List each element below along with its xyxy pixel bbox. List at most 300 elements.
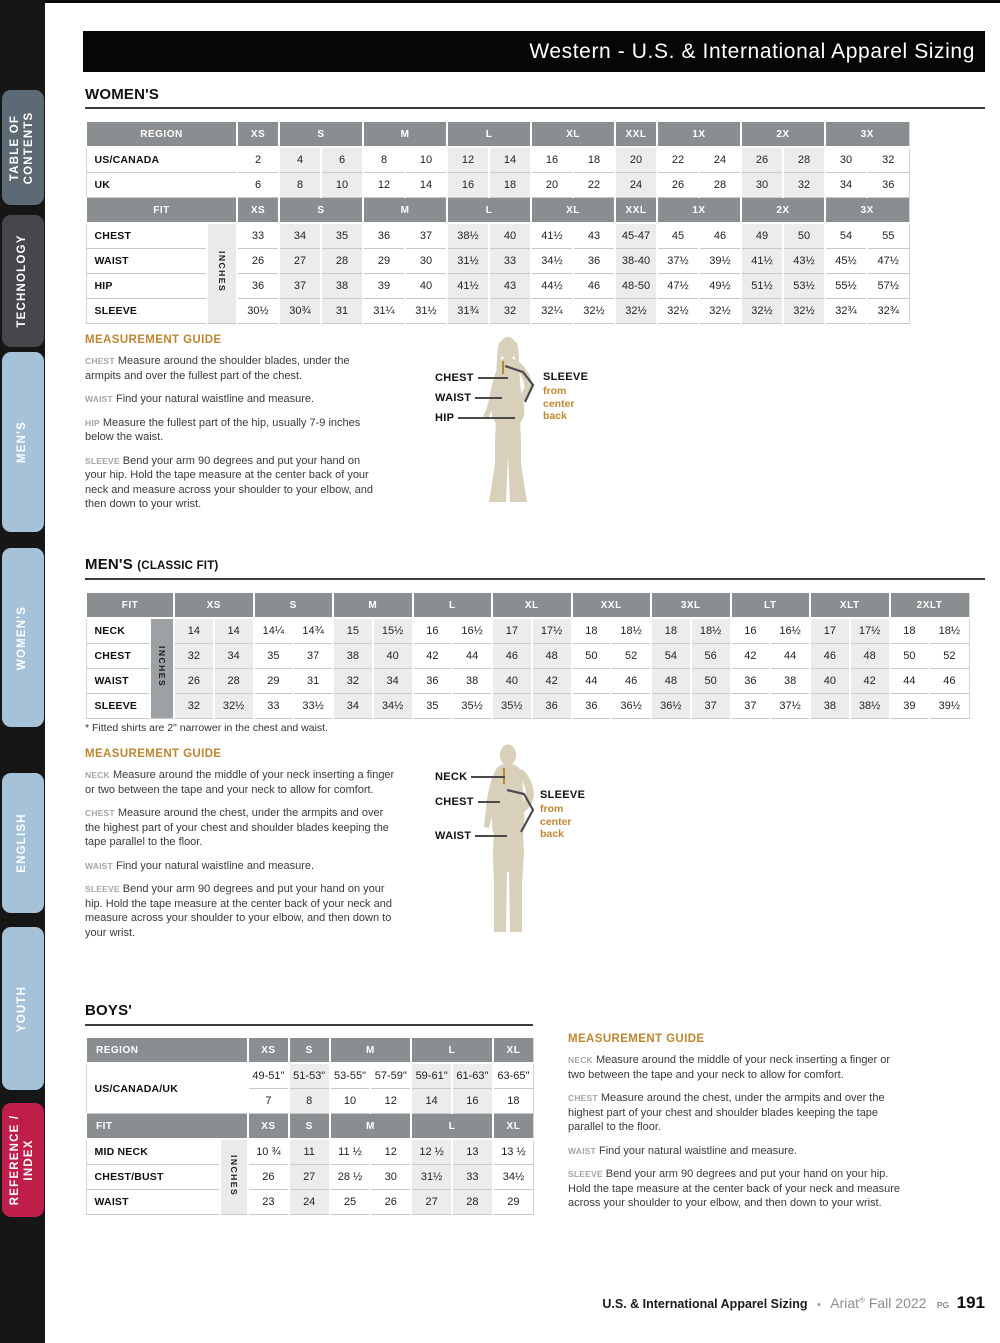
row-label: US/CANADA/UK bbox=[86, 1063, 248, 1114]
size-value: 22 bbox=[657, 147, 699, 173]
size-column-header: XXL bbox=[615, 198, 657, 224]
mens-heading-sub: (CLASSIC FIT) bbox=[137, 560, 219, 572]
size-value: 14 bbox=[214, 618, 254, 644]
size-value: 32½ bbox=[783, 299, 825, 324]
size-value: 4 bbox=[279, 147, 321, 173]
size-value: 37 bbox=[279, 274, 321, 299]
guide-item: HIP Measure the fullest part of the hip, usually 7-9 inches below the waist. bbox=[85, 416, 361, 444]
guide-term: CHEST bbox=[85, 808, 115, 819]
boys-heading-text: BOYS' bbox=[85, 1002, 133, 1019]
size-value: 36 bbox=[573, 249, 615, 274]
size-value: 30½ bbox=[237, 299, 279, 324]
size-column-header: L bbox=[413, 593, 493, 618]
size-value: 39½ bbox=[699, 249, 741, 274]
size-value: 16 bbox=[413, 618, 453, 644]
size-value: 48 bbox=[850, 644, 890, 669]
size-value: 26 bbox=[248, 1165, 289, 1190]
size-value: 28 bbox=[321, 249, 363, 274]
size-value: 14 bbox=[405, 173, 447, 198]
size-value: 31½ bbox=[405, 299, 447, 324]
size-value: 50 bbox=[783, 223, 825, 249]
size-column-header: XL bbox=[493, 1038, 534, 1063]
size-value: 6 bbox=[237, 173, 279, 198]
size-value: 41½ bbox=[531, 223, 573, 249]
guide-item: SLEEVE Bend your arm 90 degrees and put your hand on your hip. Hold the tape measure at the center back of your neck and measure across your shoulder to your elbow, and then down to your wrist. bbox=[85, 883, 392, 939]
row-label: SLEEVE bbox=[86, 299, 207, 324]
size-value: 32½ bbox=[657, 299, 699, 324]
row-label: HIP bbox=[86, 274, 207, 299]
size-value: 44 bbox=[572, 669, 612, 694]
footer-doc-title: U.S. & International Apparel Sizing bbox=[602, 1297, 808, 1311]
size-value: 50 bbox=[890, 644, 930, 669]
size-value: 39 bbox=[890, 694, 930, 719]
size-value: 32½ bbox=[573, 299, 615, 324]
size-value: 37 bbox=[293, 644, 333, 669]
size-value: 31½ bbox=[411, 1165, 452, 1190]
sleeve-note: from center back bbox=[543, 385, 575, 423]
size-value: 44 bbox=[770, 644, 810, 669]
sidebar-tab-womens[interactable] bbox=[2, 548, 44, 727]
sidebar-tab-technology[interactable] bbox=[2, 215, 44, 347]
size-value: 39½ bbox=[929, 694, 969, 719]
boys-sizing-table bbox=[85, 1038, 534, 1215]
size-value: 26 bbox=[237, 249, 279, 274]
brand-name: Ariat bbox=[830, 1295, 860, 1311]
size-value: 48 bbox=[651, 669, 691, 694]
pointer-line bbox=[458, 417, 515, 419]
size-value: 51-53" bbox=[289, 1063, 330, 1089]
size-column-header: L bbox=[447, 122, 531, 147]
fitted-shirts-footnote: * Fitted shirts are 2" narrower in the chest and waist. bbox=[85, 722, 329, 734]
size-value: 46 bbox=[611, 669, 651, 694]
size-column-header: 3XL bbox=[651, 593, 731, 618]
size-value: 22 bbox=[573, 173, 615, 198]
size-value: 40 bbox=[489, 223, 531, 249]
size-value: 18 bbox=[572, 618, 612, 644]
row-label: WAIST bbox=[86, 1190, 220, 1215]
footer-pg-label: PG bbox=[936, 1300, 950, 1310]
size-value: 38-40 bbox=[615, 249, 657, 274]
figure-label-neck: NECK bbox=[435, 771, 468, 783]
size-value: 52 bbox=[611, 644, 651, 669]
size-value: 38 bbox=[770, 669, 810, 694]
size-value: 38½ bbox=[447, 223, 489, 249]
guide-term: WAIST bbox=[85, 860, 113, 871]
size-value: 27 bbox=[279, 249, 321, 274]
size-value: 20 bbox=[615, 147, 657, 173]
size-value: 44 bbox=[890, 669, 930, 694]
size-value: 33 bbox=[452, 1165, 493, 1190]
size-value: 32½ bbox=[699, 299, 741, 324]
guide-term: SLEEVE bbox=[568, 1169, 603, 1180]
size-value: 20 bbox=[531, 173, 573, 198]
size-value: 16½ bbox=[452, 618, 492, 644]
sidebar bbox=[0, 0, 45, 1343]
footer-season: Fall 2022 bbox=[868, 1295, 927, 1311]
size-column-header: 2X bbox=[741, 122, 825, 147]
size-value: 30 bbox=[825, 147, 867, 173]
size-value: 35 bbox=[413, 694, 453, 719]
sidebar-tab-label: YOUTH bbox=[16, 985, 29, 1032]
pointer-line bbox=[475, 835, 507, 837]
size-value: 35½ bbox=[492, 694, 532, 719]
size-value: 32¾ bbox=[867, 299, 909, 324]
size-value: 12 bbox=[447, 147, 489, 173]
size-column-header: XS bbox=[248, 1038, 289, 1063]
size-column-header: L bbox=[447, 198, 531, 224]
row-label: MID NECK bbox=[86, 1139, 220, 1165]
size-value: 42 bbox=[413, 644, 453, 669]
size-column-header: 1X bbox=[657, 122, 741, 147]
size-value: 38½ bbox=[850, 694, 890, 719]
sidebar-tab-reference-index[interactable] bbox=[2, 1103, 44, 1217]
table-row bbox=[86, 147, 909, 173]
size-value: 38 bbox=[452, 669, 492, 694]
size-column-header: XS bbox=[248, 1114, 289, 1140]
size-value: 14¼ bbox=[254, 618, 294, 644]
size-value: 32 bbox=[174, 644, 214, 669]
table-row bbox=[86, 669, 969, 694]
figure-label-chest: CHEST bbox=[435, 796, 474, 808]
row-label: WAIST bbox=[86, 249, 207, 274]
size-value: 31¼ bbox=[363, 299, 405, 324]
sidebar-tab-mens[interactable] bbox=[2, 352, 44, 532]
table-row bbox=[86, 173, 909, 198]
figure-label-waist: WAIST bbox=[435, 830, 472, 842]
sleeve-note: from center back bbox=[540, 803, 572, 841]
size-value: 37½ bbox=[770, 694, 810, 719]
guide-item: SLEEVE Bend your arm 90 degrees and put your hand on your hip. Hold the tape measure at the center back of your neck and measure across your shoulder to your elbow, and then down to your wrist. bbox=[568, 1168, 901, 1210]
size-value: 32½ bbox=[615, 299, 657, 324]
size-value: 28 bbox=[452, 1190, 493, 1215]
guide-term: NECK bbox=[568, 1055, 593, 1065]
size-value: 17½ bbox=[850, 618, 890, 644]
size-value: 46 bbox=[810, 644, 850, 669]
sidebar-tab-english[interactable] bbox=[2, 773, 44, 913]
guide-term: CHEST bbox=[85, 356, 115, 366]
sidebar-tab-label: REFERENCE / INDEX bbox=[9, 1114, 35, 1206]
row-label: CHEST bbox=[86, 644, 150, 669]
guide-term: NECK bbox=[85, 770, 110, 780]
table-row bbox=[86, 618, 969, 644]
size-value: 13 bbox=[452, 1139, 493, 1165]
waist-pointer bbox=[435, 830, 507, 842]
size-value: 37½ bbox=[657, 249, 699, 274]
size-value: 34 bbox=[825, 173, 867, 198]
size-value: 30 bbox=[370, 1165, 411, 1190]
size-value: 37 bbox=[731, 694, 771, 719]
section-divider bbox=[85, 1024, 533, 1026]
size-value: 33 bbox=[254, 694, 294, 719]
size-value: 7 bbox=[248, 1089, 289, 1114]
size-value: 34½ bbox=[373, 694, 413, 719]
size-value: 23 bbox=[248, 1190, 289, 1215]
chest-pointer bbox=[435, 372, 508, 384]
size-value: 54 bbox=[651, 644, 691, 669]
size-value: 28 bbox=[699, 173, 741, 198]
size-value: 32¼ bbox=[531, 299, 573, 324]
size-value: 13 ½ bbox=[493, 1139, 534, 1165]
size-value: 30¾ bbox=[279, 299, 321, 324]
size-value: 26 bbox=[174, 669, 214, 694]
size-column-header: 2X bbox=[741, 198, 825, 224]
size-value: 8 bbox=[363, 147, 405, 173]
size-value: 28 bbox=[783, 147, 825, 173]
size-value: 12 bbox=[363, 173, 405, 198]
size-value: 53-55" bbox=[330, 1063, 371, 1089]
size-value: 18 bbox=[489, 173, 531, 198]
size-value: 15½ bbox=[373, 618, 413, 644]
size-value: 42 bbox=[532, 669, 572, 694]
size-value: 31 bbox=[293, 669, 333, 694]
footer-brand bbox=[830, 1295, 926, 1311]
size-column-header: M bbox=[330, 1038, 412, 1063]
guide-item: NECK Measure around the middle of your neck inserting a finger or two between the tape and your neck to allow for comfort. bbox=[568, 1054, 891, 1081]
size-column-header: LT bbox=[731, 593, 811, 618]
size-value: 29 bbox=[493, 1190, 534, 1215]
size-value: 46 bbox=[492, 644, 532, 669]
size-column-header: M bbox=[363, 122, 447, 147]
size-value: 50 bbox=[691, 669, 731, 694]
size-value: 49½ bbox=[699, 274, 741, 299]
size-value: 10 bbox=[330, 1089, 371, 1114]
size-value: 32 bbox=[867, 147, 909, 173]
table-row bbox=[86, 223, 909, 249]
size-value: 45 bbox=[657, 223, 699, 249]
size-value: 18 bbox=[651, 618, 691, 644]
figure-label-chest: CHEST bbox=[435, 372, 474, 384]
row-label: CHEST bbox=[86, 223, 207, 249]
guide-term: WAIST bbox=[85, 394, 113, 405]
size-value: 18½ bbox=[929, 618, 969, 644]
size-value: 34 bbox=[279, 223, 321, 249]
size-column-header: S bbox=[254, 593, 334, 618]
size-value: 35 bbox=[254, 644, 294, 669]
guide-term: CHEST bbox=[568, 1093, 598, 1104]
size-column-header: XXL bbox=[572, 593, 652, 618]
size-value: 15 bbox=[333, 618, 373, 644]
size-value: 44 bbox=[452, 644, 492, 669]
guide-item: WAIST Find your natural waistline and measure. bbox=[85, 859, 315, 872]
hip-pointer bbox=[435, 412, 515, 424]
sidebar-tab-label: TECHNOLOGY bbox=[16, 234, 29, 328]
size-column-header: XL bbox=[531, 122, 615, 147]
guide-item: NECK Measure around the middle of your neck inserting a finger or two between the tape and your neck to allow for comfort. bbox=[85, 769, 395, 796]
inches-unit-label: INCHES bbox=[220, 1139, 248, 1215]
size-value: 39 bbox=[363, 274, 405, 299]
size-value: 25 bbox=[330, 1190, 371, 1215]
size-column-header: M bbox=[333, 593, 413, 618]
guide-item: WAIST Find your natural waistline and measure. bbox=[568, 1144, 798, 1157]
size-value: 48-50 bbox=[615, 274, 657, 299]
page-title: Western - U.S. & International Apparel Sizing bbox=[529, 40, 975, 63]
size-value: 34½ bbox=[531, 249, 573, 274]
guide-title: MEASUREMENT GUIDE bbox=[85, 334, 222, 346]
size-column-header: XS bbox=[174, 593, 254, 618]
size-value: 18½ bbox=[691, 618, 731, 644]
table-row bbox=[86, 1165, 534, 1190]
guide-item: SLEEVE Bend your arm 90 degrees and put your hand on your hip. Hold the tape measure at the center back of your neck and measure across your shoulder to your elbow, and then down to your wrist. bbox=[85, 454, 373, 511]
size-column-header: 3X bbox=[825, 122, 909, 147]
size-value: 28 ½ bbox=[330, 1165, 371, 1190]
size-value: 14 bbox=[489, 147, 531, 173]
size-value: 46 bbox=[573, 274, 615, 299]
size-column-header: 3X bbox=[825, 198, 909, 224]
neck-pointer bbox=[435, 771, 505, 783]
page-title-bar bbox=[83, 31, 985, 72]
size-value: 16½ bbox=[770, 618, 810, 644]
size-column-header: XS bbox=[237, 122, 279, 147]
size-value: 32¾ bbox=[825, 299, 867, 324]
size-column-header: XXL bbox=[615, 122, 657, 147]
size-value: 17 bbox=[810, 618, 850, 644]
mens-figure-diagram bbox=[420, 742, 670, 942]
chest-pointer bbox=[435, 796, 500, 808]
table-section-header: REGION bbox=[86, 122, 237, 147]
size-value: 34 bbox=[373, 669, 413, 694]
size-value: 40 bbox=[492, 669, 532, 694]
size-column-header: XL bbox=[492, 593, 572, 618]
size-value: 50 bbox=[572, 644, 612, 669]
table-section-header: FIT bbox=[86, 1114, 248, 1140]
mens-sizing-table bbox=[85, 593, 970, 719]
mens-section-heading bbox=[85, 556, 218, 573]
table-row bbox=[86, 1190, 534, 1215]
size-value: 12 bbox=[370, 1089, 411, 1114]
table-section-header: FIT bbox=[86, 198, 237, 224]
sleeve-annotation bbox=[543, 371, 589, 423]
guide-term: HIP bbox=[85, 417, 100, 428]
pointer-line bbox=[478, 377, 508, 379]
guide-title: MEASUREMENT GUIDE bbox=[568, 1033, 705, 1045]
size-column-header: XS bbox=[237, 198, 279, 224]
size-value: 32 bbox=[783, 173, 825, 198]
size-value: 10 bbox=[321, 173, 363, 198]
size-value: 36 bbox=[731, 669, 771, 694]
waist-pointer bbox=[435, 392, 502, 404]
size-value: 12 ½ bbox=[411, 1139, 452, 1165]
guide-term: WAIST bbox=[568, 1145, 596, 1156]
size-value: 11 bbox=[289, 1139, 330, 1165]
page-footer bbox=[85, 1293, 985, 1313]
size-column-header: M bbox=[363, 198, 447, 224]
figure-label-waist: WAIST bbox=[435, 392, 472, 404]
size-value: 10 bbox=[405, 147, 447, 173]
womens-measurement-guide bbox=[85, 334, 375, 521]
row-label: UK bbox=[86, 173, 237, 198]
sidebar-tab-youth[interactable] bbox=[2, 927, 44, 1090]
size-value: 10 ¾ bbox=[248, 1139, 289, 1165]
size-value: 45-47 bbox=[615, 223, 657, 249]
size-value: 16 bbox=[452, 1089, 493, 1114]
size-value: 18 bbox=[890, 618, 930, 644]
sidebar-tab-table-of-contents[interactable] bbox=[2, 90, 44, 205]
size-value: 16 bbox=[531, 147, 573, 173]
size-value: 56 bbox=[691, 644, 731, 669]
sidebar-tab-label: TABLE OF CONTENTS bbox=[9, 111, 35, 184]
size-value: 61-63" bbox=[452, 1063, 493, 1089]
row-label: US/CANADA bbox=[86, 147, 237, 173]
size-value: 41½ bbox=[447, 274, 489, 299]
size-value: 32 bbox=[174, 694, 214, 719]
figure-label-sleeve: SLEEVE bbox=[540, 789, 586, 801]
size-value: 34 bbox=[214, 644, 254, 669]
sleeve-annotation bbox=[540, 789, 586, 841]
guide-item: CHEST Measure around the shoulder blades, under the armpits and over the fullest part of the chest. bbox=[85, 355, 350, 382]
size-value: 30 bbox=[405, 249, 447, 274]
row-label: NECK bbox=[86, 618, 150, 644]
figure-label-sleeve: SLEEVE bbox=[543, 371, 589, 383]
size-value: 40 bbox=[373, 644, 413, 669]
womens-figure-diagram bbox=[420, 334, 670, 512]
size-value: 37 bbox=[405, 223, 447, 249]
section-divider bbox=[85, 578, 985, 580]
size-value: 47½ bbox=[657, 274, 699, 299]
size-value: 36½ bbox=[611, 694, 651, 719]
size-value: 31½ bbox=[447, 249, 489, 274]
size-value: 35 bbox=[321, 223, 363, 249]
sidebar-tab-label: MEN'S bbox=[16, 421, 29, 463]
womens-heading-text: WOMEN'S bbox=[85, 86, 160, 103]
size-value: 8 bbox=[289, 1089, 330, 1114]
size-value: 36 bbox=[867, 173, 909, 198]
size-column-header: S bbox=[289, 1114, 330, 1140]
size-value: 57-59" bbox=[370, 1063, 411, 1089]
size-value: 46 bbox=[929, 669, 969, 694]
size-value: 48 bbox=[532, 644, 572, 669]
size-column-header: 2XLT bbox=[890, 593, 970, 618]
size-value: 42 bbox=[731, 644, 771, 669]
mens-measurement-guide bbox=[85, 748, 395, 949]
size-column-header: L bbox=[411, 1038, 493, 1063]
size-value: 11 ½ bbox=[330, 1139, 371, 1165]
size-column-header: XLT bbox=[810, 593, 890, 618]
size-value: 27 bbox=[411, 1190, 452, 1215]
guide-item: CHEST Measure around the chest, under the armpits and over the highest part of your chest and shoulder blades keeping the tape parallel to the floor. bbox=[85, 807, 389, 849]
table-row bbox=[86, 644, 969, 669]
size-column-header: XL bbox=[493, 1114, 534, 1140]
size-value: 37 bbox=[691, 694, 731, 719]
size-column-header: XL bbox=[531, 198, 615, 224]
size-value: 16 bbox=[447, 173, 489, 198]
size-column-header: L bbox=[411, 1114, 493, 1140]
size-column-header: 1X bbox=[657, 198, 741, 224]
size-value: 36 bbox=[237, 274, 279, 299]
size-value: 18 bbox=[493, 1089, 534, 1114]
size-value: 12 bbox=[370, 1139, 411, 1165]
table-row bbox=[86, 1063, 534, 1089]
size-value: 52 bbox=[929, 644, 969, 669]
size-value: 6 bbox=[321, 147, 363, 173]
sidebar-tab-label: WOMEN'S bbox=[16, 605, 29, 670]
size-value: 32 bbox=[489, 299, 531, 324]
size-value: 36 bbox=[572, 694, 612, 719]
size-value: 34 bbox=[333, 694, 373, 719]
size-value: 36 bbox=[413, 669, 453, 694]
womens-section-heading bbox=[85, 86, 159, 103]
size-value: 26 bbox=[370, 1190, 411, 1215]
pointer-line bbox=[471, 776, 505, 778]
size-value: 43 bbox=[573, 223, 615, 249]
table-section-header: REGION bbox=[86, 1038, 248, 1063]
size-value: 40 bbox=[810, 669, 850, 694]
size-value: 32 bbox=[333, 669, 373, 694]
registered-mark: ® bbox=[859, 1295, 865, 1305]
section-divider bbox=[85, 107, 985, 109]
size-value: 26 bbox=[657, 173, 699, 198]
womens-sizing-table bbox=[85, 122, 910, 324]
size-value: 33 bbox=[237, 223, 279, 249]
